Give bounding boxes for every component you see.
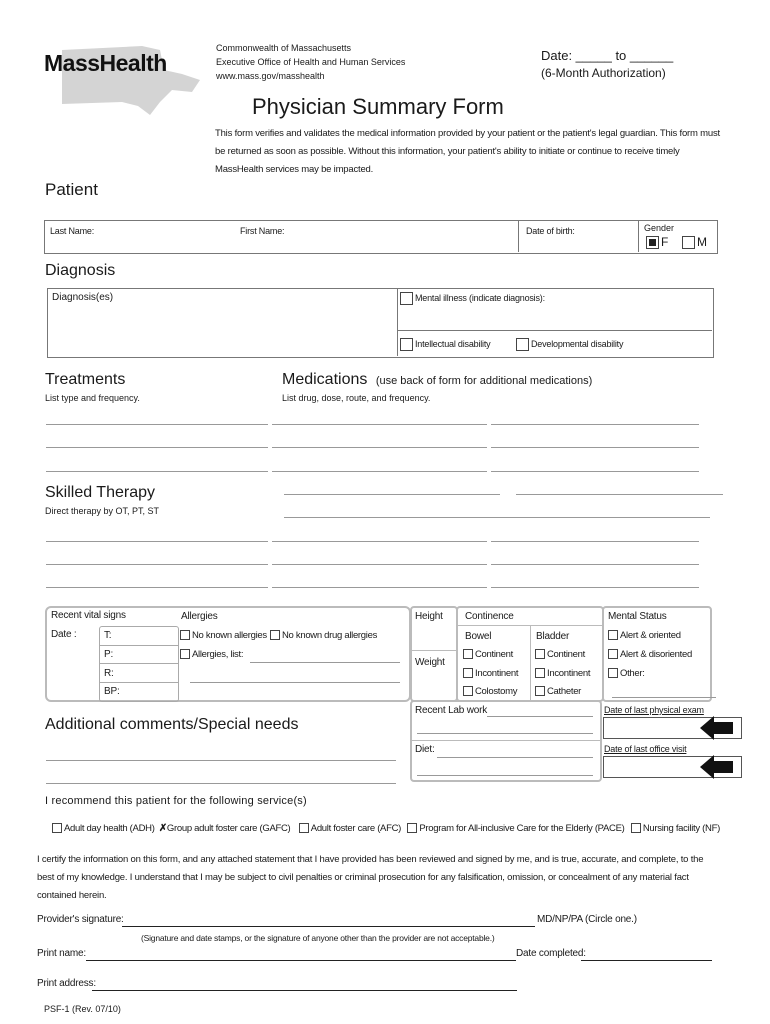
- vitals-row-divider: [100, 663, 178, 664]
- medication-line[interactable]: [272, 424, 487, 425]
- bladder-incontinent-label: Incontinent: [547, 668, 591, 679]
- comments-heading: Additional comments/Special needs: [45, 716, 299, 733]
- recent-lab-label: Recent Lab work: [415, 705, 488, 716]
- developmental-option[interactable]: [516, 338, 623, 351]
- org-line-2: Executive Office of Health and Human Services: [216, 57, 406, 67]
- diagnosis-heading: Diagnosis: [45, 262, 116, 279]
- medication-line[interactable]: [491, 541, 699, 542]
- height-label: Height: [415, 611, 443, 622]
- page-title: Physician Summary Form: [252, 94, 504, 119]
- alert-oriented-checkbox[interactable]: [608, 630, 618, 640]
- vitals-row-divider: [100, 682, 178, 683]
- service-gafc-checkbox[interactable]: ✗: [158, 823, 167, 834]
- visit-arrow-icon: [700, 755, 714, 779]
- no-known-drug-allergies-checkbox[interactable]: [270, 630, 280, 640]
- vitals-date-label: Date :: [51, 629, 77, 640]
- bowel-continent-option[interactable]: [463, 649, 513, 660]
- therapy-line[interactable]: [46, 564, 268, 565]
- allergies-heading: Allergies: [181, 611, 218, 622]
- vitals-heading: Recent vital signs: [51, 610, 126, 621]
- medication-line[interactable]: [491, 587, 699, 588]
- mental-status-heading: Mental Status: [608, 611, 667, 622]
- recent-lab-line[interactable]: [417, 733, 593, 734]
- service-afc-label: Adult foster care (AFC): [310, 823, 402, 834]
- bladder-continent-option[interactable]: [535, 649, 585, 660]
- provider-signature-label: Provider's signature:: [37, 914, 124, 925]
- bowel-continent-label: Continent: [475, 649, 513, 660]
- services-heading: I recommend this patient for the following service(s): [45, 795, 307, 807]
- medication-line[interactable]: [272, 541, 487, 542]
- intellectual-checkbox[interactable]: [400, 338, 413, 351]
- medication-line[interactable]: [272, 471, 487, 472]
- gender-m-option[interactable]: [682, 235, 707, 249]
- medication-line[interactable]: [272, 587, 487, 588]
- last-visit-label: Date of last office visit: [604, 744, 687, 754]
- alert-oriented-option[interactable]: [608, 630, 681, 641]
- medications-heading-row: [282, 371, 592, 389]
- date-completed-label: Date completed:: [516, 948, 586, 959]
- bowel-continent-checkbox[interactable]: [463, 649, 473, 659]
- print-name-label: Print name:: [37, 948, 86, 959]
- medication-line[interactable]: [284, 494, 500, 495]
- bladder-incontinent-checkbox[interactable]: [535, 668, 545, 678]
- other-label: Other:: [620, 668, 645, 679]
- intellectual-option[interactable]: [400, 338, 490, 351]
- medication-line[interactable]: [284, 517, 710, 518]
- service-adh-checkbox[interactable]: [52, 823, 62, 833]
- weight-label: Weight: [415, 657, 445, 668]
- service-gafc-option[interactable]: [159, 823, 291, 834]
- bowel-incontinent-checkbox[interactable]: [463, 668, 473, 678]
- service-nf-checkbox[interactable]: [631, 823, 641, 833]
- service-adh-label: Adult day health (ADH): [64, 823, 155, 834]
- comments-line[interactable]: [46, 760, 396, 761]
- treatments-heading: Treatments: [45, 371, 126, 388]
- no-known-drug-allergies-option[interactable]: [270, 630, 377, 641]
- allergies-list-line[interactable]: [250, 662, 400, 663]
- medication-line[interactable]: [491, 564, 699, 565]
- continence-col-divider: [530, 625, 531, 700]
- bowel-incontinent-label: Incontinent: [475, 668, 519, 679]
- continence-heading: Continence: [465, 611, 514, 622]
- service-gafc-label: Group adult foster care (GAFC): [166, 823, 291, 834]
- services-row: [52, 823, 720, 834]
- exam-arrow-icon-tail: [713, 722, 733, 734]
- gender-m-label: M: [697, 235, 707, 249]
- colostomy-option[interactable]: [463, 686, 517, 697]
- catheter-checkbox[interactable]: [535, 686, 545, 696]
- service-pace-checkbox[interactable]: [407, 823, 417, 833]
- signature-note: (Signature and date stamps, or the signature of anyone other than the provider are not acceptable.): [141, 933, 495, 943]
- no-known-allergies-label: No known allergies: [192, 630, 267, 641]
- bladder-incontinent-option[interactable]: [535, 668, 590, 679]
- vitals-bp-label: BP:: [104, 686, 120, 697]
- service-pace-option[interactable]: [407, 823, 624, 834]
- intro-text: This form verifies and validates the medical information provided by your patient or the patient's legal guardian. This form must be returned as soon as possible. Without this information, your patient's ability to initiate or continue to receive timely MassHealth services may be impacted.: [215, 128, 720, 175]
- bladder-continent-checkbox[interactable]: [535, 649, 545, 659]
- treatments-sub: List type and frequency.: [45, 393, 140, 403]
- vitals-row-divider: [100, 645, 178, 646]
- exam-arrow-icon: [700, 716, 714, 740]
- allergies-list-line[interactable]: [190, 682, 400, 683]
- service-afc-checkbox[interactable]: [299, 823, 309, 833]
- treatment-line[interactable]: [46, 471, 268, 472]
- visit-arrow-icon-tail: [713, 761, 733, 773]
- bowel-label: Bowel: [465, 631, 492, 642]
- height-weight-divider: [412, 650, 456, 651]
- lab-divider: [412, 740, 600, 741]
- catheter-label: Catheter: [547, 686, 582, 697]
- colostomy-label: Colostomy: [475, 686, 518, 697]
- treatment-line[interactable]: [46, 447, 268, 448]
- medication-line[interactable]: [516, 494, 723, 495]
- gender-f-label: F: [661, 235, 669, 249]
- medications-note: (use back of form for additional medications): [375, 375, 593, 387]
- service-nf-option[interactable]: [631, 823, 720, 834]
- allergies-list-option[interactable]: [180, 649, 243, 660]
- diagnosis-divider: [397, 289, 398, 356]
- alert-disoriented-option[interactable]: [608, 649, 692, 660]
- mental-illness-label: Mental illness (indicate diagnosis):: [415, 292, 545, 303]
- patient-heading: Patient: [45, 180, 98, 199]
- patient-divider-1: [518, 221, 519, 252]
- no-known-allergies-option[interactable]: [180, 630, 267, 641]
- allergies-list-checkbox[interactable]: [180, 649, 190, 659]
- gender-m-checkbox[interactable]: [682, 236, 695, 249]
- service-afc-option[interactable]: [299, 823, 401, 834]
- diet-line[interactable]: [417, 775, 593, 776]
- catheter-option[interactable]: [535, 686, 581, 697]
- vitals-r-label: R:: [104, 668, 114, 679]
- medications-sub: List drug, dose, route, and frequency.: [282, 393, 431, 403]
- recent-lab-line[interactable]: [487, 716, 593, 717]
- diagnosis-mid-divider: [397, 330, 712, 331]
- comments-line[interactable]: [46, 783, 396, 784]
- medication-line[interactable]: [491, 471, 699, 472]
- last-name-label: Last Name:: [50, 226, 95, 236]
- no-known-drug-allergies-label: No known drug allergies: [282, 630, 378, 641]
- medication-line[interactable]: [491, 447, 699, 448]
- bladder-continent-label: Continent: [547, 649, 585, 660]
- other-option[interactable]: [608, 668, 645, 679]
- print-address-label: Print address:: [37, 978, 96, 989]
- mental-illness-checkbox[interactable]: [400, 292, 413, 305]
- print-name-line[interactable]: [86, 960, 516, 961]
- org-line-3: www.mass.gov/masshealth: [216, 71, 325, 81]
- diet-line[interactable]: [437, 757, 593, 758]
- masshealth-logo: [42, 40, 202, 115]
- treatment-line[interactable]: [46, 424, 268, 425]
- mental-other-line[interactable]: [612, 697, 716, 698]
- credential-label: MD/NP/PA (Circle one.): [537, 914, 637, 925]
- dob-label: Date of birth:: [526, 226, 575, 236]
- medication-line[interactable]: [272, 447, 487, 448]
- no-known-allergies-checkbox[interactable]: [180, 630, 190, 640]
- skilled-therapy-sub: Direct therapy by OT, PT, ST: [45, 506, 160, 516]
- medication-line[interactable]: [491, 424, 699, 425]
- form-id: PSF-1 (Rev. 07/10): [44, 1004, 121, 1014]
- service-adh-option[interactable]: [52, 823, 155, 834]
- therapy-line[interactable]: [46, 541, 268, 542]
- last-exam-label: Date of last physical exam: [604, 705, 704, 715]
- alert-disoriented-checkbox[interactable]: [608, 649, 618, 659]
- logo-text: MassHealth: [44, 50, 167, 76]
- alert-disoriented-label: Alert & disoriented: [620, 649, 692, 660]
- bladder-label: Bladder: [536, 631, 570, 642]
- gender-f-checkbox[interactable]: [646, 236, 659, 249]
- date-range-label: Date: _____ to ______: [541, 48, 674, 63]
- medications-heading: Medications: [282, 371, 368, 388]
- developmental-checkbox[interactable]: [516, 338, 529, 351]
- print-address-line[interactable]: [92, 990, 517, 991]
- colostomy-checkbox[interactable]: [463, 686, 473, 696]
- alert-oriented-label: Alert & oriented: [620, 630, 681, 641]
- first-name-label: First Name:: [240, 226, 285, 236]
- service-nf-label: Nursing facility (NF): [642, 823, 720, 834]
- patient-divider-2: [638, 221, 639, 252]
- mental-illness-option[interactable]: [400, 292, 545, 305]
- diagnosis-field-label: Diagnosis(es): [52, 292, 114, 303]
- bowel-incontinent-option[interactable]: [463, 668, 518, 679]
- other-checkbox[interactable]: [608, 668, 618, 678]
- gender-label: Gender: [644, 223, 675, 233]
- therapy-line[interactable]: [46, 587, 268, 588]
- diet-label: Diet:: [415, 744, 435, 755]
- certify-text: I certify the information on this form, and any attached statement that I have provided has been reviewed and signed by me, and is true, accurate, and complete, to the best of my knowledge. I understand that I may be subject to civil penalties or criminal prosecution for any falsification, omission, or concealment of any material fact contained herein.: [37, 854, 704, 901]
- date-completed-line[interactable]: [581, 960, 712, 961]
- org-line-1: Commonwealth of Massachusetts: [216, 43, 352, 53]
- vitals-p-label: P:: [104, 649, 114, 660]
- patient-box: [44, 220, 718, 254]
- developmental-label: Developmental disability: [531, 338, 624, 349]
- provider-signature-line[interactable]: [122, 926, 535, 927]
- service-pace-label: Program for All-inclusive Care for the Elderly (PACE): [419, 823, 625, 834]
- skilled-therapy-heading: Skilled Therapy: [45, 484, 155, 501]
- authorization-label: (6-Month Authorization): [541, 66, 666, 80]
- vitals-t-label: T:: [104, 630, 112, 641]
- medication-line[interactable]: [272, 564, 487, 565]
- gender-f-option[interactable]: [646, 235, 668, 249]
- intellectual-label: Intellectual disability: [415, 338, 491, 349]
- allergies-list-label: Allergies, list:: [192, 649, 244, 660]
